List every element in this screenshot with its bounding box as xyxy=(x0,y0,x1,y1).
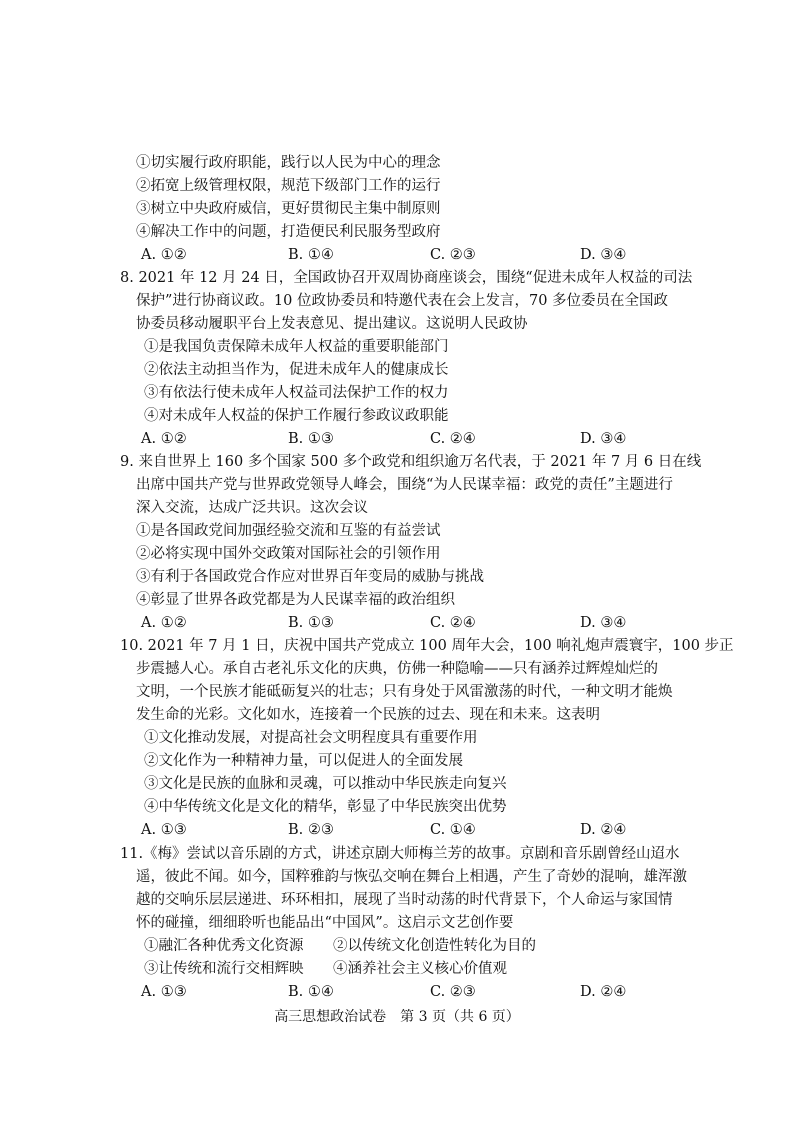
q11-stem-line-1: 11.《梅》尝试以音乐剧的方式，讲述京剧大师梅兰芳的故事。京剧和音乐剧曾经山迢水 xyxy=(120,846,680,862)
q11-choice-b: B. ①④ xyxy=(288,984,334,1000)
q9-option-3: ③有利于各国政党合作应对世界百年变局的威胁与挑战 xyxy=(136,569,484,585)
q7-option-4: ④解决工作中的问题，打造便民利民服务型政府 xyxy=(136,224,441,240)
q10-stem-line-2: 步震撼人心。承自古老礼乐文化的庆典，仿佛一种隐喻——只有涵养过辉煌灿烂的 xyxy=(136,661,658,677)
q9-option-4: ④彰显了世界各政党都是为人民谋幸福的政治组织 xyxy=(136,592,455,608)
q8-choice-d: D. ③④ xyxy=(580,431,627,447)
q7-option-1: ①切实履行政府职能，践行以人民为中心的理念 xyxy=(136,155,441,171)
q8-option-3: ③有依法行使未成年人权益司法保护工作的权力 xyxy=(144,385,449,401)
q8-stem-line-2: 保护”进行协商议政。10 位政协委员和特邀代表在会上发言，70 多位委员在全国政 xyxy=(136,293,669,309)
q11-choice-c: C. ②③ xyxy=(430,984,476,1000)
q9-choice-d: D. ③④ xyxy=(580,615,627,631)
q10-stem-line-3: 文明，一个民族才能砥砺复兴的壮志；只有身处于风雷激荡的时代，一种文明才能焕 xyxy=(136,684,673,700)
q9-stem-line-1: 9. 来自世界上 160 多个国家 500 多个政党和组织逾万名代表，于 2021 年 7 月 6 日在线 xyxy=(120,454,702,470)
q8-stem-line-1: 8. 2021 年 12 月 24 日，全国政协召开双周协商座谈会，围绕“促进未成年人权益的司法 xyxy=(120,270,693,286)
q10-option-1: ①文化推动发展，对提高社会文明程度具有重要作用 xyxy=(144,730,478,746)
q9-choice-c: C. ②④ xyxy=(430,615,476,631)
q8-choice-a: A. ①② xyxy=(141,431,187,447)
q10-stem-line-1: 10. 2021 年 7 月 1 日，庆祝中国共产党成立 100 周年大会，100 响礼炮声震寰宇，100 步正 xyxy=(120,638,734,654)
q7-option-3: ③树立中央政府威信，更好贯彻民主集中制原则 xyxy=(136,201,441,217)
q9-stem-line-3: 深入交流，达成广泛共识。这次会议 xyxy=(136,500,368,516)
q10-option-3: ③文化是民族的血脉和灵魂，可以推动中华民族走向复兴 xyxy=(144,776,507,792)
q11-choice-a: A. ①③ xyxy=(141,984,187,1000)
q8-option-4: ④对未成年人权益的保护工作履行参政议政职能 xyxy=(144,408,449,424)
q10-choice-c: C. ①④ xyxy=(430,822,476,838)
q11-stem-line-3: 越的交响乐层层递进、环环相扣，展现了当时动荡的时代背景下，个人命运与家国情 xyxy=(136,892,673,908)
q9-stem-line-2: 出席中国共产党与世界政党领导人峰会，围绕“为人民谋幸福：政党的责任”主题进行 xyxy=(136,477,673,493)
q11-choice-d: D. ②④ xyxy=(580,984,627,1000)
q8-stem-line-3: 协委员移动履职平台上发表意见、提出建议。这说明人民政协 xyxy=(136,316,528,332)
q10-choice-d: D. ②④ xyxy=(580,822,627,838)
q11-stem-line-2: 遥，彼此不闻。如今，国粹雅韵与恢弘交响在舞台上相遇，产生了奇妙的混响，雄浑激 xyxy=(136,869,687,885)
q7-choice-a: A. ①② xyxy=(141,247,187,263)
q10-choice-b: B. ②③ xyxy=(288,822,334,838)
q10-stem-line-4: 发生命的光彩。文化如水，连接着一个民族的过去、现在和未来。这表明 xyxy=(136,707,600,723)
q7-choice-b: B. ①④ xyxy=(288,247,334,263)
q8-option-1: ①是我国负责保障未成年人权益的重要职能部门 xyxy=(144,339,449,355)
q9-option-2: ②必将实现中国外交政策对国际社会的引领作用 xyxy=(136,546,441,562)
q9-choice-a: A. ①② xyxy=(141,615,187,631)
q11-option-2: ②以传统文化创造性转化为目的 xyxy=(333,938,536,954)
q7-option-2: ②拓宽上级管理权限，规范下级部门工作的运行 xyxy=(136,178,441,194)
q11-stem-line-4: 怀的碰撞，细细聆听也能品出“中国风”。这启示文艺创作要 xyxy=(136,915,514,931)
q8-choice-c: C. ②④ xyxy=(430,431,476,447)
q7-choice-c: C. ②③ xyxy=(430,247,476,263)
q7-choice-d: D. ③④ xyxy=(580,247,627,263)
q10-option-4: ④中华传统文化是文化的精华，彰显了中华民族突出优势 xyxy=(144,799,507,815)
q8-option-2: ②依法主动担当作为，促进未成年人的健康成长 xyxy=(144,362,449,378)
q11-option-1: ①融汇各种优秀文化资源 xyxy=(144,938,304,954)
q10-option-2: ②文化作为一种精神力量，可以促进人的全面发展 xyxy=(144,753,463,769)
q10-choice-a: A. ①③ xyxy=(141,822,187,838)
q9-option-1: ①是各国政党间加强经验交流和互鉴的有益尝试 xyxy=(136,523,441,539)
q8-choice-b: B. ①③ xyxy=(288,431,334,447)
page-footer: 高三思想政治试卷 第 3 页（共 6 页） xyxy=(274,1009,520,1025)
q11-option-3: ③让传统和流行交相辉映 xyxy=(144,961,304,977)
q9-choice-b: B. ①③ xyxy=(288,615,334,631)
q11-option-4: ④涵养社会主义核心价值观 xyxy=(333,961,507,977)
